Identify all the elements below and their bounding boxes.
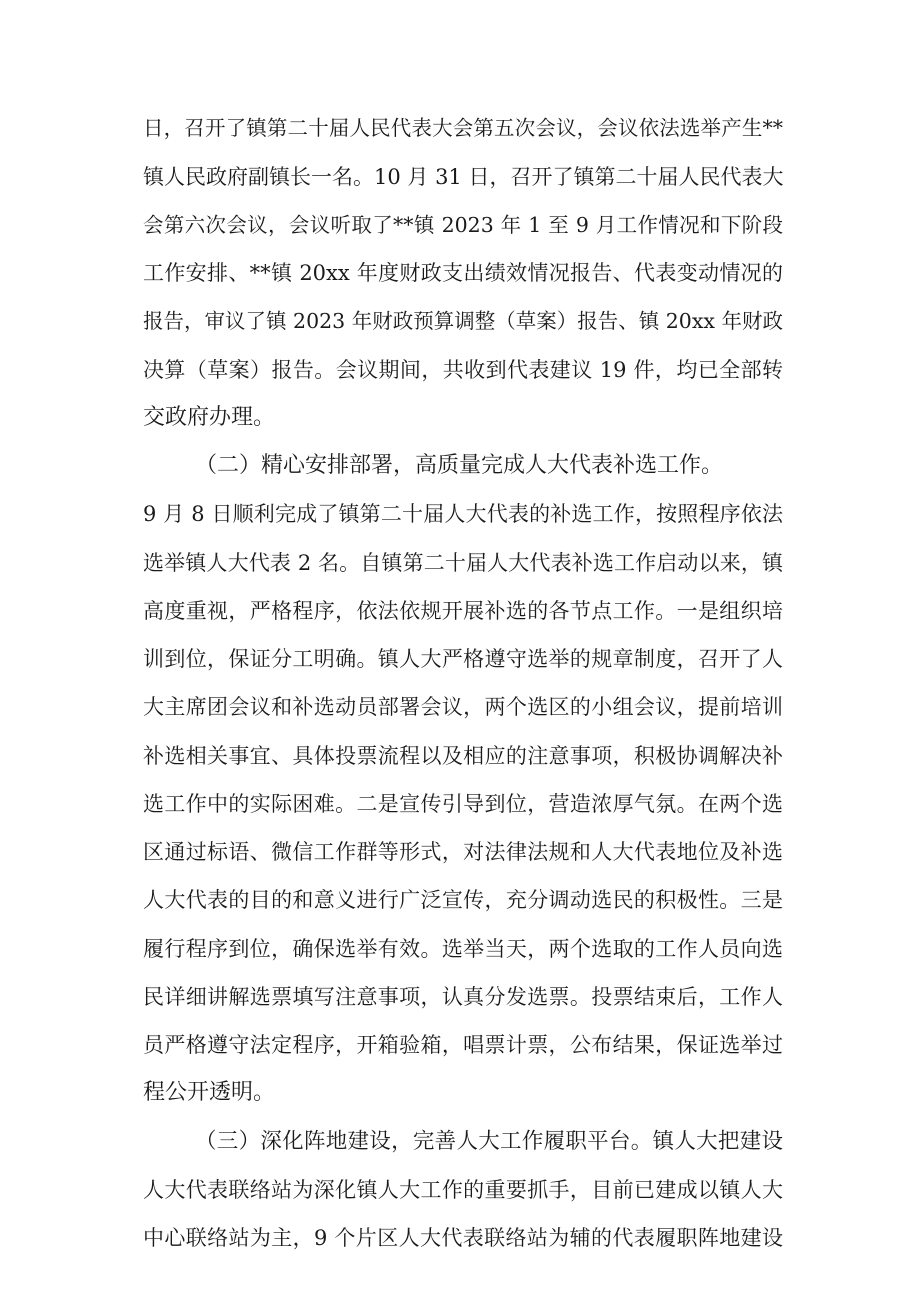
text-line: 镇人民政府副镇长一名。10 月 31 日，召开了镇第二十届人民代表大 [143,165,783,189]
section-heading: （二）精心安排部署，高质量完成人大代表补选工作。 [195,453,724,478]
text-line: 人大代表的目的和意义进行广泛宣传，充分调动选民的积极性。三是 [143,888,783,912]
text-line: 民详细讲解选票填写注意事项，认真分发选票。投票结束后，工作人 [143,985,783,1009]
text-line: 9 月 8 日顺利完成了镇第二十届人大代表的补选工作，按照程序依法 [143,502,783,526]
text-line: 选工作中的实际困难。二是宣传引导到位，营造浓厚气氛。在两个选 [143,792,783,816]
text-line: 高度重视，严格程序，依法依规开展补选的各节点工作。一是组织培 [143,599,783,623]
text-line: 人大代表联络站为深化镇人大工作的重要抓手，目前已建成以镇人大 [143,1178,783,1202]
text-line: 日，召开了镇第二十届人民代表大会第五次会议，会议依法选举产生** [143,116,783,140]
text-line: 报告，审议了镇 2023 年财政预算调整（草案）报告、镇 20xx 年财政 [143,309,783,333]
text-line: 会第六次会议，会议听取了**镇 2023 年 1 至 9 月工作情况和下阶段 [143,213,783,237]
text-line: 训到位，保证分工明确。镇人大严格遵守选举的规章制度，召开了人 [143,647,783,671]
text-line: 选举镇人大代表 2 名。自镇第二十届人大代表补选工作启动以来，镇 [143,551,783,575]
text-line: 员严格遵守法定程序，开箱验箱，唱票计票，公布结果，保证选举过 [143,1033,783,1057]
text-line: 大主席团会议和补选动员部署会议，两个选区的小组会议，提前培训 [143,695,783,719]
text-line: 程公开透明。 [143,1080,276,1105]
section-heading: （三）深化阵地建设，完善人大工作履职平台。镇人大把建设 [195,1129,783,1154]
text-line: 中心联络站为主，9 个片区人大代表联络站为辅的代表履职阵地建设 [143,1226,783,1250]
text-line: 补选相关事宜、具体投票流程以及相应的注意事项，积极协调解决补 [143,744,783,768]
text-line: 交政府办理。 [143,405,276,430]
text-line: 决算（草案）报告。会议期间，共收到代表建议 19 件，均已全部转 [143,358,783,382]
text-line: 履行程序到位，确保选举有效。选举当天，两个选取的工作人员向选 [143,937,783,961]
text-line: 工作安排、**镇 20xx 年度财政支出绩效情况报告、代表变动情况的 [143,261,783,285]
text-line: 区通过标语、微信工作群等形式，对法律法规和人大代表地位及补选 [143,840,783,864]
